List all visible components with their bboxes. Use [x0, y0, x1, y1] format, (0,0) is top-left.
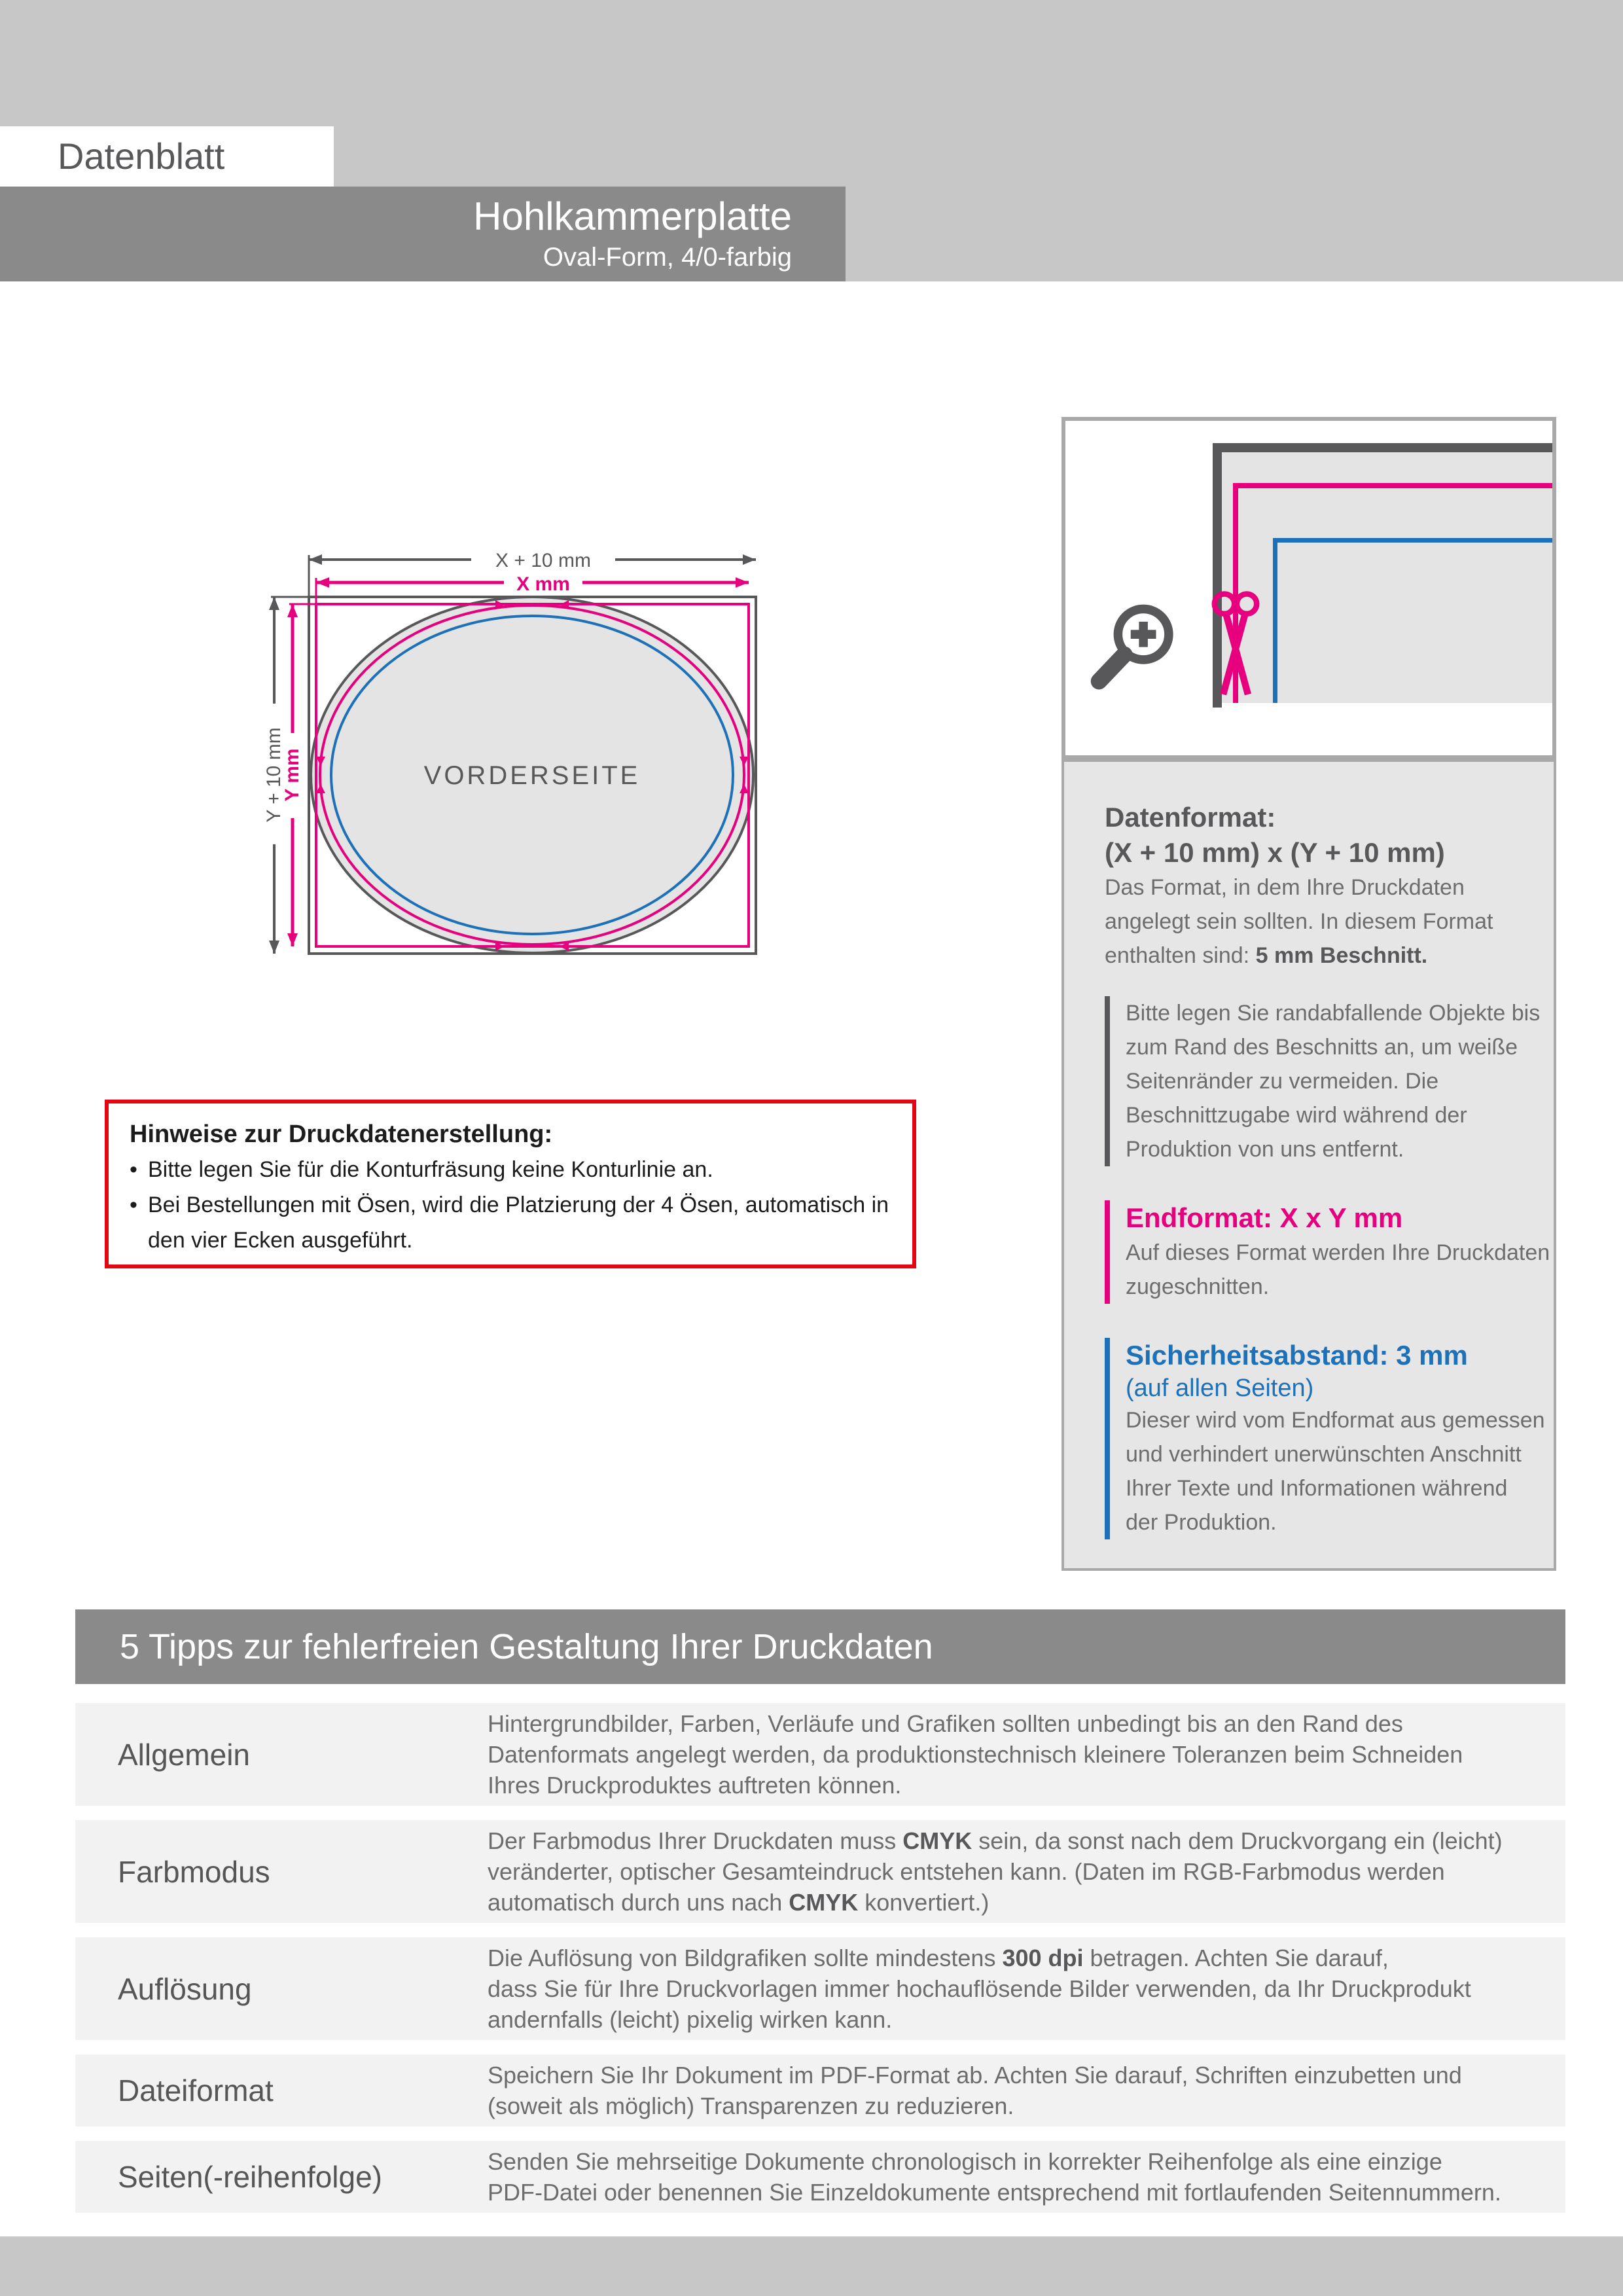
tip-row: [75, 1703, 1565, 1806]
text-line: und verhindert unerwünschten Anschnitt: [1126, 1442, 1522, 1467]
text-line: Dieser wird vom Endformat aus gemessen: [1126, 1408, 1545, 1433]
hinweise-line-text: Bei Bestellungen mit Ösen, wird die Platzierung der 4 Ösen, automatisch in: [148, 1193, 889, 1217]
arrowhead: [309, 554, 322, 565]
zoom-in-icon: [1085, 598, 1186, 699]
text-line: veränderter, optischer Gesamteindruck entstehen kann. (Daten im RGB-Farbmodus werden: [488, 1858, 1445, 1885]
arrowhead: [269, 597, 279, 610]
text-line: Seitenränder zu vermeiden. Die: [1126, 1069, 1439, 1094]
tip-label: Dateiformat: [118, 2073, 274, 2108]
product-title: Hohlkammerplatte: [473, 194, 792, 238]
datenformat-title: Datenformat:: [1105, 802, 1276, 833]
bleed-note-text: [1126, 996, 1541, 1166]
text-line: Bitte legen Sie randabfallende Objekte bis: [1126, 1001, 1541, 1026]
text-line: PDF-Datei oder benennen Sie Einzeldokumente entsprechend mit fortlaufenden Seitennummern.: [488, 2179, 1501, 2206]
text-line: der Produktion.: [1126, 1510, 1277, 1535]
dim-label-inner-height: Y mm: [281, 748, 303, 802]
scissors-icon: [1211, 588, 1260, 706]
tips-header-label: 5 Tipps zur fehlerfreien Gestaltung Ihrer Druckdaten: [120, 1627, 933, 1666]
datenformat-edge-line: [1213, 443, 1552, 452]
datenblatt-label-box: [0, 126, 334, 187]
tip-row: [75, 2141, 1565, 2213]
hinweise-box: [105, 1100, 916, 1268]
corner-detail-box: [1061, 417, 1556, 759]
text-line: Produktion von uns entfernt.: [1126, 1137, 1404, 1162]
tip-description: [488, 2060, 1565, 2121]
hinweise-line-text: Bitte legen Sie für die Konturfräsung keine Konturlinie an.: [148, 1157, 713, 1182]
text-line: Beschnittzugabe wird während der: [1126, 1103, 1467, 1128]
text-line: Ihrer Texte und Informationen während: [1126, 1476, 1508, 1501]
tip-label: Allgemein: [118, 1737, 250, 1772]
text-line: Auf dieses Format werden Ihre Druckdaten: [1126, 1240, 1550, 1265]
safety-text: [1126, 1403, 1545, 1539]
format-info-panel: [1061, 759, 1556, 1571]
text-line: Das Format, in dem Ihre Druckdaten: [1105, 875, 1465, 900]
bullet-icon: •: [130, 1193, 137, 1217]
dim-label-inner-width: X mm: [516, 573, 570, 595]
safety-title: Sicherheitsabstand: 3 mm: [1126, 1340, 1468, 1371]
text-line: angelegt sein sollten. In diesem Format: [1105, 909, 1493, 934]
dim-label-outer-height: Y + 10 mm: [263, 727, 285, 823]
text-line: dass Sie für Ihre Druckvorlagen immer hochauflösende Bilder verwenden, da Ihr Druckprodukt: [488, 1975, 1471, 2002]
arrowhead: [287, 933, 298, 946]
arrowhead: [316, 577, 329, 588]
tip-row: [75, 1937, 1565, 2040]
tip-label: Auflösung: [118, 1971, 252, 2006]
dim-label-outer-width: X + 10 mm: [495, 550, 591, 571]
tip-row: [75, 1820, 1565, 1923]
shape-diagram: [249, 537, 785, 982]
safety-margin-line: [1273, 538, 1552, 543]
text-line: Datenformats angelegt werden, da produktionstechnisch kleinere Toleranzen beim Schneiden: [488, 1741, 1463, 1768]
text-line: (soweit als möglich) Transparenzen zu reduzieren.: [488, 2092, 1014, 2119]
corner-bleed-fill: [1213, 443, 1552, 703]
arrowhead: [743, 554, 756, 565]
tip-label: Farbmodus: [118, 1854, 270, 1889]
tip-description: [488, 2146, 1565, 2208]
text-line: Die Auflösung von Bildgrafiken sollte mindestens 300 dpi betragen. Achten Sie darauf,: [488, 1945, 1389, 1971]
tip-label: Seiten(-reihenfolge): [118, 2160, 383, 2194]
endformat-title: Endformat: X x Y mm: [1126, 1202, 1403, 1233]
text-line: zugeschnitten.: [1126, 1274, 1270, 1299]
hinweise-title: Hinweise zur Druckdatenerstellung:: [130, 1121, 553, 1148]
endformat-cut-line: [1233, 483, 1552, 488]
tips-header-bar: [75, 1609, 1565, 1684]
safety-block: [1105, 1338, 1545, 1539]
product-title-band: [0, 187, 846, 281]
front-side-label: VORDERSEITE: [423, 761, 641, 790]
text-line: automatisch durch uns nach CMYK konvertiert.): [488, 1889, 990, 1916]
endformat-text: [1126, 1236, 1550, 1304]
text-line: Ihres Druckproduktes auftreten können.: [488, 1772, 902, 1799]
bleed-note: [1105, 996, 1541, 1166]
hinweise-body: [130, 1152, 912, 1258]
tip-description: [488, 1943, 1565, 2035]
text-line: Speichern Sie Ihr Dokument im PDF-Format ab. Achten Sie darauf, Schriften einzubetten und: [488, 2062, 1462, 2089]
tip-description: [488, 1708, 1565, 1801]
footer-strip: [0, 2236, 1623, 2296]
text-line: zum Rand des Beschnitts an, um weiße: [1126, 1035, 1518, 1060]
text-line: Hintergrundbilder, Farben, Verläufe und Grafiken sollten unbedingt bis an den Rand des: [488, 1710, 1403, 1737]
hinweise-bullet-line: [130, 1187, 912, 1223]
product-variant: Oval-Form, 4/0-farbig: [543, 243, 792, 272]
hinweise-continuation-line: [130, 1223, 912, 1258]
hinweise-line-text: den vier Ecken ausgeführt.: [148, 1228, 413, 1253]
arrowhead: [269, 941, 279, 954]
bullet-icon: •: [130, 1157, 137, 1182]
arrowhead: [287, 604, 298, 617]
text-line: andernfalls (leicht) pixelig wirken kann.: [488, 2006, 893, 2033]
safety-note: (auf allen Seiten): [1126, 1374, 1314, 1402]
datenformat-text: [1105, 870, 1530, 973]
tip-row: [75, 2054, 1565, 2126]
text-line: Senden Sie mehrseitige Dokumente chronologisch in korrekter Reihenfolge als eine einzige: [488, 2148, 1442, 2175]
arrowhead: [736, 577, 749, 588]
hinweise-bullet-line: [130, 1152, 912, 1187]
datenformat-formula: (X + 10 mm) x (Y + 10 mm): [1105, 837, 1445, 868]
text-line: enthalten sind: 5 mm Beschnitt.: [1105, 943, 1428, 968]
text-line: Der Farbmodus Ihrer Druckdaten muss CMYK sein, da sonst nach dem Druckvorgang ein (leicht): [488, 1827, 1503, 1854]
tip-description: [488, 1825, 1565, 1918]
endformat-block: [1105, 1200, 1550, 1304]
safety-margin-line: [1273, 538, 1277, 703]
datenblatt-label: Datenblatt: [58, 135, 225, 177]
tips-rows: [75, 1703, 1565, 2227]
